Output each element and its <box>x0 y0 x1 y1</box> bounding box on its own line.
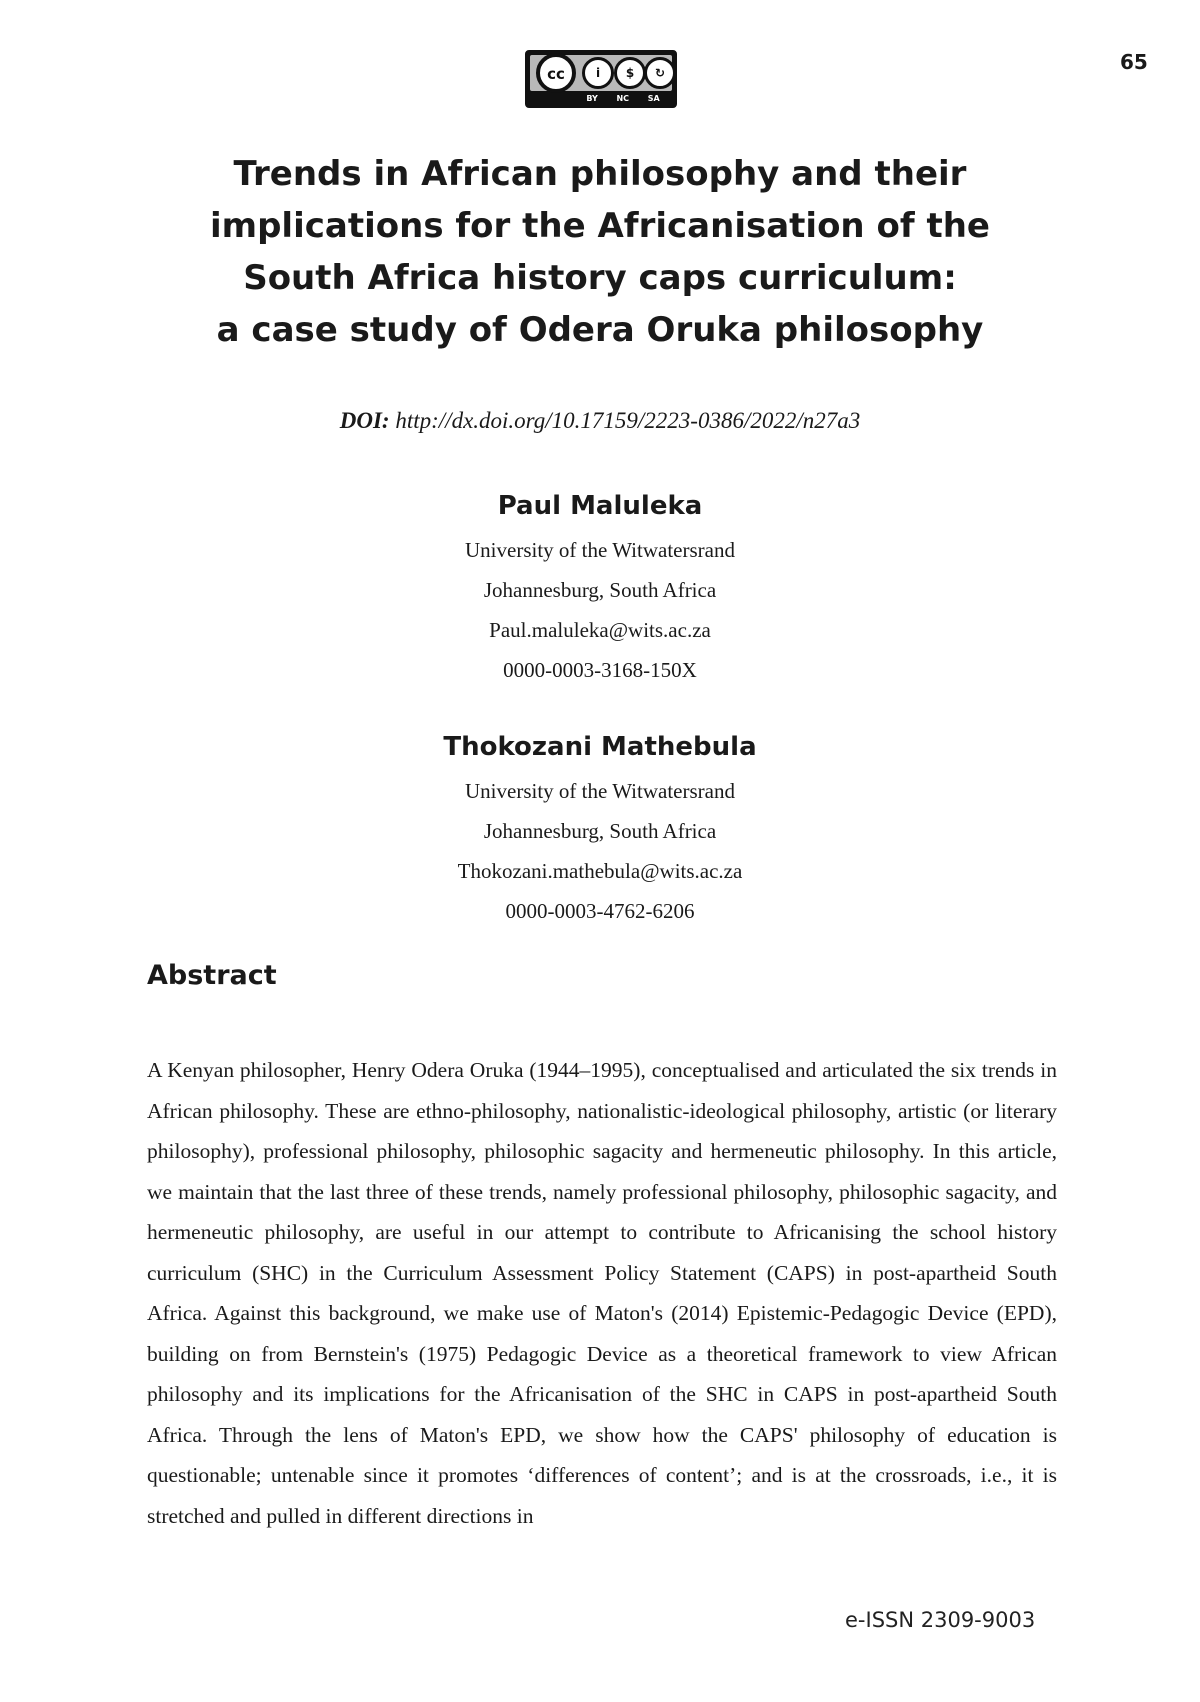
cc-label-sa: SA <box>647 94 660 103</box>
cc-by-icon: i <box>582 57 614 89</box>
page-number: 65 <box>1120 50 1148 74</box>
doi-line <box>100 408 1100 434</box>
doi-link[interactable]: http://dx.doi.org/10.17159/2223-0386/2022/n27a3 <box>395 408 861 433</box>
cc-badge-top <box>530 55 672 91</box>
author-location: Johannesburg, South Africa <box>483 578 717 602</box>
author-affiliation: University of the Witwatersrand <box>465 538 735 562</box>
author-name: Thokozani Mathebula <box>443 732 757 762</box>
cc-label-nc: NC <box>616 94 630 103</box>
title-line-4: a case study of Odera Oruka philosophy <box>216 310 984 350</box>
author-block-2 <box>100 727 1100 931</box>
article-title <box>100 148 1100 356</box>
abstract-heading: Abstract <box>147 960 277 991</box>
issn-footer: e-ISSN 2309-9003 <box>845 1608 1036 1632</box>
cc-sa-icon: ↻ <box>644 57 676 89</box>
author-location: Johannesburg, South Africa <box>483 819 717 843</box>
cc-license-badge[interactable] <box>525 50 677 108</box>
author-block-1 <box>100 486 1100 690</box>
author-affiliation: University of the Witwatersrand <box>465 779 735 803</box>
title-line-1: Trends in African philosophy and their <box>233 154 967 194</box>
title-line-2: implications for the Africanisation of the <box>210 206 990 246</box>
cc-nc-icon: $ <box>614 57 646 89</box>
author-email[interactable]: Paul.maluleka@wits.ac.za <box>489 618 711 642</box>
cc-logo-icon: cc <box>536 53 576 93</box>
author-orcid[interactable]: 0000-0003-4762-6206 <box>505 899 695 923</box>
doi-label: DOI: <box>339 408 390 433</box>
author-orcid[interactable]: 0000-0003-3168-150X <box>503 658 697 682</box>
author-name: Paul Maluleka <box>497 491 703 521</box>
author-email[interactable]: Thokozani.mathebula@wits.ac.za <box>457 859 743 883</box>
cc-label-by: BY <box>586 94 598 103</box>
cc-badge-labels <box>577 94 669 103</box>
title-line-3: South Africa history caps curriculum: <box>243 258 957 298</box>
abstract-body: A Kenyan philosopher, Henry Odera Oruka (1944–1995), conceptualised and articulated the six trends in African philosophy. These are ethno-philosophy, nationalistic-ideological philosophy, artistic (or literary philosophy), professional philosophy, philosophic sagacity and hermeneutic philosophy. In this article, we maintain that the last three of these trends, namely professional philosophy, philosophic sagacity, and hermeneutic philosophy, are useful in our attempt to contribute to Africanising the school history curriculum (SHC) in the Curriculum Assessment Policy Statement (CAPS) in post-apartheid South Africa. Against this background, we make use of Maton's (2014) Epistemic-Pedagogic Device (EPD), building on from Bernstein's (1975) Pedagogic Device as a theoretical framework to view African philosophy and its implications for the Africanisation of the SHC in CAPS in post-apartheid South Africa. Through the lens of Maton's EPD, we show how the CAPS' philosophy of education is questionable; untenable since it promotes ‘differences of content’; and is at the crossroads, i.e., it is stretched and pulled in different directions in <box>147 1058 1057 1528</box>
